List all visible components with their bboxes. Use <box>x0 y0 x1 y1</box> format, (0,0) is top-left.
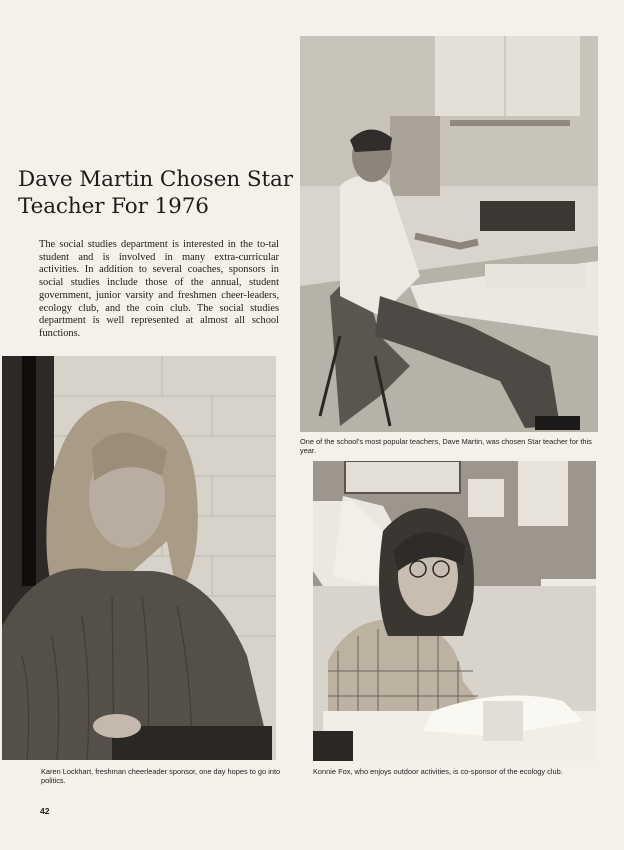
headline-line-1: Dave Martin Chosen Star <box>18 167 293 192</box>
ecology-photo <box>313 461 596 761</box>
article-headline <box>18 166 303 220</box>
teacher-photo-image <box>300 36 598 432</box>
headline-line-2: Teacher For 1976 <box>18 194 209 219</box>
teacher-photo-caption: One of the school's most popular teachers, Dave Martin, was chosen Star teacher for this year. <box>300 437 592 456</box>
ecology-photo-image <box>313 461 596 761</box>
article-body: The social studies department is interested in the to-tal student and is involved in many extra-curricular activities. In addition to several coaches, sponsors in social studies include those of the annual, student government, junior varsity and freshmen cheer-leaders, ecology club, and the coin club. The social studies department is well represented at almost all school functions. <box>39 239 279 339</box>
page-number: 42 <box>40 806 50 816</box>
teacher-photo <box>300 36 598 432</box>
sponsor-photo-image <box>2 356 276 760</box>
sponsor-photo <box>2 356 276 760</box>
ecology-photo-caption: Konnie Fox, who enjoys outdoor activities, is co-sponsor of the ecology club. <box>313 767 563 776</box>
sponsor-photo-caption: Karen Lockhart, freshman cheerleader sponsor, one day hopes to go into politics. <box>41 767 281 786</box>
